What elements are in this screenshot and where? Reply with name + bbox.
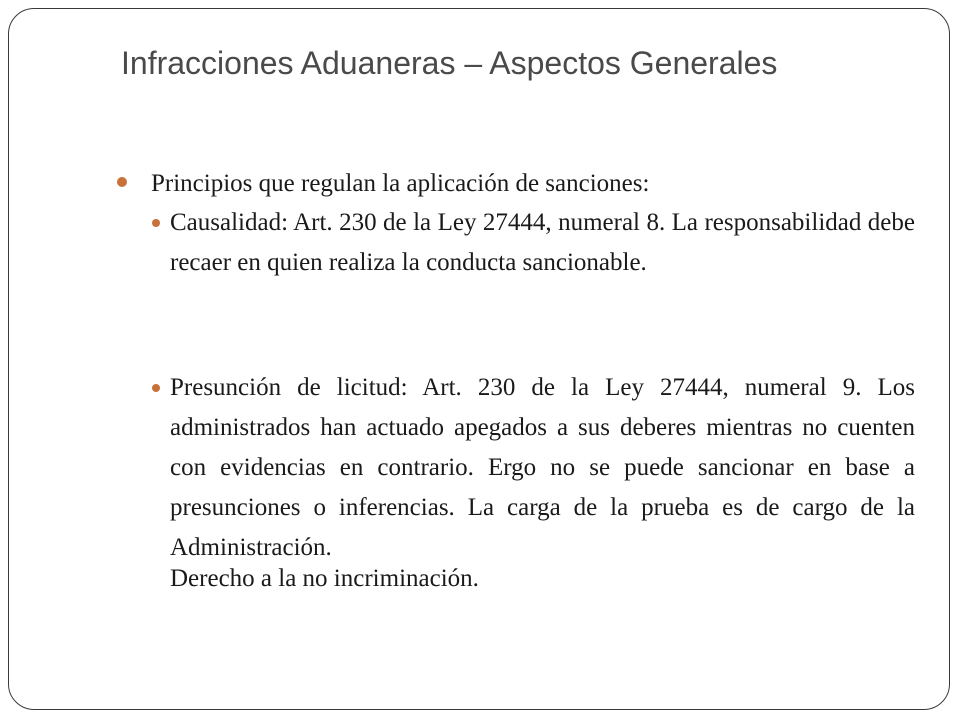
bullet-presuncion-licitud: Presunción de licitud: Art. 230 de la Ley 27444, numeral 9. Los administrados han actuado apegados a sus deberes mientras no cuenten con evidencias en contrario. Ergo no se puede sancionar en base a presunciones o inferencias. La carga de la prueba es de cargo de la Administración. (170, 374, 915, 561)
slide-title: Infracciones Aduaneras – Aspectos Generales (121, 45, 778, 81)
bullet-dot-icon (152, 384, 160, 392)
bullet-causalidad: Causalidad: Art. 230 de la Ley 27444, numeral 8. La responsabilidad debe recaer en quien realiza la conducta sancionable. (170, 209, 915, 276)
bullet-dot-icon (117, 177, 127, 187)
slide-frame (8, 8, 950, 710)
derecho-no-incriminacion: Derecho a la no incriminación. (170, 565, 479, 592)
bullet-dot-icon (152, 219, 160, 227)
bullet-principios: Principios que regulan la aplicación de sanciones: (151, 170, 650, 197)
